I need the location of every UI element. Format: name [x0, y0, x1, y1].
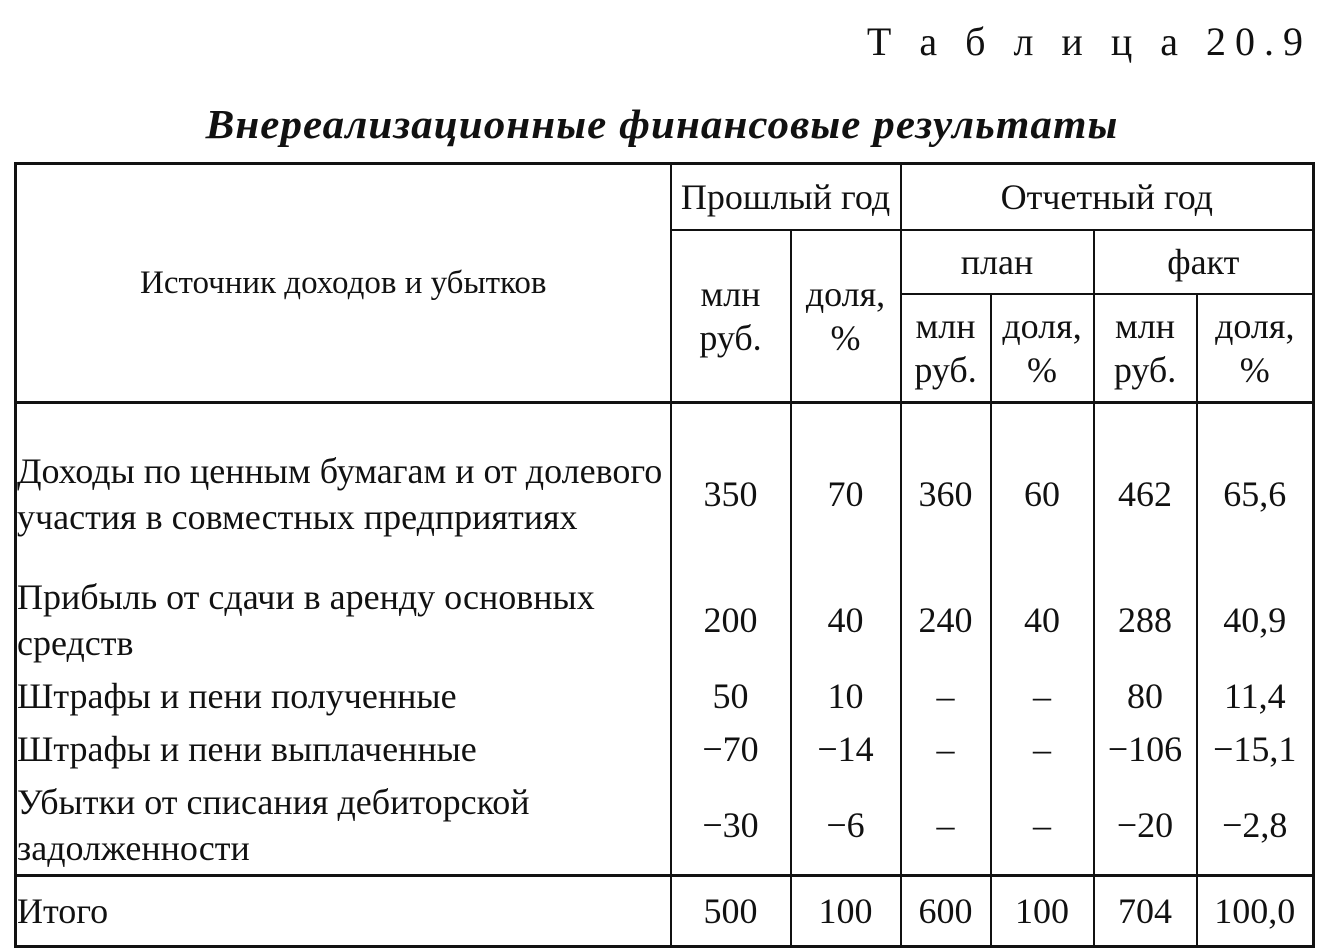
table-title: Внереализационные финансовые результаты — [205, 101, 1119, 147]
header-plan: план — [901, 230, 1094, 294]
table-row — [16, 403, 1314, 571]
header-fact-pct: доля, % — [1197, 294, 1314, 403]
cell-fact-pct: −2,8 — [1197, 776, 1314, 876]
row-label: Прибыль от сдачи в аренду основных средств — [16, 570, 671, 670]
row-label: Доходы по ценным бумагам и от долевого участия в совместных предприятиях — [16, 403, 671, 571]
header-source: Источник доходов и убытков — [16, 164, 671, 403]
results-table — [14, 162, 1315, 948]
cell-prev-pct: 10 — [791, 670, 901, 722]
total-plan-mln: 600 — [901, 876, 991, 947]
header-fact: факт — [1094, 230, 1314, 294]
cell-prev-mln: −70 — [671, 722, 791, 776]
cell-prev-mln: 350 — [671, 403, 791, 571]
header-report-year: Отчетный год — [901, 164, 1314, 231]
cell-fact-pct: −15,1 — [1197, 722, 1314, 776]
row-label: Штрафы и пени выплаченные — [16, 722, 671, 776]
total-row — [16, 876, 1314, 947]
cell-prev-mln: 50 — [671, 670, 791, 722]
total-prev-pct: 100 — [791, 876, 901, 947]
row-label: Штрафы и пени полученные — [16, 670, 671, 722]
cell-plan-mln: – — [901, 722, 991, 776]
table-row — [16, 570, 1314, 670]
row-label: Убытки от списания дебиторской задолженности — [16, 776, 671, 876]
cell-prev-pct: −6 — [791, 776, 901, 876]
header-plan-mln: млн руб. — [901, 294, 991, 403]
cell-prev-pct: 40 — [791, 570, 901, 670]
cell-fact-mln: −20 — [1094, 776, 1197, 876]
cell-fact-pct: 11,4 — [1197, 670, 1314, 722]
total-fact-mln: 704 — [1094, 876, 1197, 947]
cell-plan-pct: – — [991, 776, 1094, 876]
cell-plan-mln: 360 — [901, 403, 991, 571]
cell-plan-mln: – — [901, 670, 991, 722]
header-prev-pct: доля, % — [791, 230, 901, 403]
header-prev-year: Прошлый год — [671, 164, 901, 231]
cell-fact-mln: 288 — [1094, 570, 1197, 670]
cell-fact-pct: 65,6 — [1197, 403, 1314, 571]
cell-prev-pct: 70 — [791, 403, 901, 571]
cell-plan-pct: 40 — [991, 570, 1094, 670]
cell-plan-pct: 60 — [991, 403, 1094, 571]
table-row — [16, 776, 1314, 876]
table-number: Т а б л и ц а 20.9 — [866, 19, 1312, 64]
total-prev-mln: 500 — [671, 876, 791, 947]
cell-prev-mln: 200 — [671, 570, 791, 670]
header-fact-mln: млн руб. — [1094, 294, 1197, 403]
header-plan-pct: доля, % — [991, 294, 1094, 403]
cell-prev-pct: −14 — [791, 722, 901, 776]
cell-fact-pct: 40,9 — [1197, 570, 1314, 670]
total-fact-pct: 100,0 — [1197, 876, 1314, 947]
cell-fact-mln: −106 — [1094, 722, 1197, 776]
header-prev-mln: млн руб. — [671, 230, 791, 403]
cell-plan-pct: – — [991, 722, 1094, 776]
table-row — [16, 722, 1314, 776]
cell-fact-mln: 80 — [1094, 670, 1197, 722]
cell-plan-pct: – — [991, 670, 1094, 722]
cell-prev-mln: −30 — [671, 776, 791, 876]
cell-plan-mln: – — [901, 776, 991, 876]
table-row — [16, 670, 1314, 722]
cell-fact-mln: 462 — [1094, 403, 1197, 571]
cell-plan-mln: 240 — [901, 570, 991, 670]
total-label: Итого — [16, 876, 671, 947]
total-plan-pct: 100 — [991, 876, 1094, 947]
